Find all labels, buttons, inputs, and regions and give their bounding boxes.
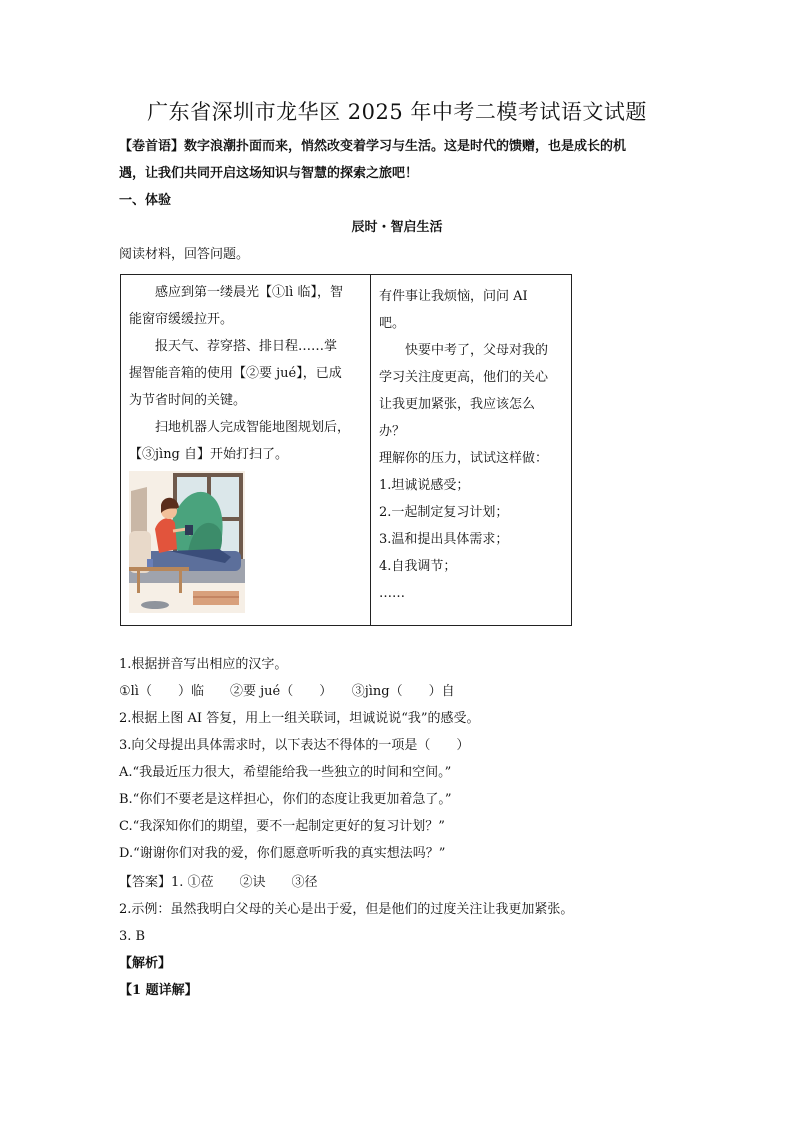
question-1-blanks: ①lì（ ）临 ②要 jué（ ） ③jìng（ ）自 [119, 684, 455, 699]
smart-home-illustration [129, 471, 245, 613]
right-line: 有件事让我烦恼，问问 AI [379, 289, 528, 304]
detail-heading: 【1 题详解】 [119, 983, 198, 998]
page-title: 广东省深圳市龙华区 2025 年中考二模考试语文试题 [147, 100, 647, 124]
right-line: 3.温和提出具体需求； [379, 532, 509, 547]
question-3: 3.向父母提出具体需求时，以下表达不得体的一项是（ ） [119, 738, 470, 753]
section-heading: 一、体验 [119, 193, 172, 208]
intro-line-1: 【卷首语】数字浪潮扑面而来，悄然改变着学习与生活。这是时代的馈赠，也是成长的机 [119, 139, 627, 154]
left-line: 感应到第一缕晨光【①lì 临】，智 [155, 285, 343, 300]
right-line: 办？ [379, 424, 406, 439]
material-table [120, 274, 572, 626]
right-line: 4.自我调节； [379, 559, 457, 574]
right-line: 理解你的压力，试试这样做： [379, 451, 549, 466]
answer-3: 3. B [119, 929, 146, 944]
left-line: 【③jìng 自】开始打扫了。 [129, 447, 289, 462]
analysis-heading: 【解析】 [119, 956, 172, 971]
right-line: 让我更加紧张，我应该怎么 [379, 397, 536, 412]
question-2: 2.根据上图 AI 答复，用上一组关联词，坦诚说说“我”的感受。 [119, 711, 480, 726]
left-line: 能窗帘缓缓拉开。 [129, 312, 234, 327]
subsection-title: 辰时・智启生活 [351, 220, 443, 235]
table-divider [370, 275, 371, 625]
left-line: 为节省时间的关键。 [129, 393, 247, 408]
right-line: 吧。 [379, 316, 406, 331]
right-line: 学习关注度更高，他们的关心 [379, 370, 549, 385]
left-line: 握智能音箱的使用【②要 jué】，已成 [129, 366, 342, 381]
answer-2: 2.示例：虽然我明白父母的关心是出于爱，但是他们的过度关注让我更加紧张。 [119, 902, 574, 917]
material-left-cell [129, 279, 365, 468]
intro-line-2: 遇，让我们共同开启这场知识与智慧的探索之旅吧！ [119, 166, 419, 181]
question-1: 1.根据拼音写出相应的汉字。 [119, 657, 288, 672]
left-line: 扫地机器人完成智能地图规划后， [155, 420, 351, 435]
option-b: B.“你们不要老是这样担心，你们的态度让我更加着急了。” [119, 792, 452, 807]
option-c: C.“我深知你们的期望，要不一起制定更好的复习计划？” [119, 819, 445, 834]
option-d: D.“谢谢你们对我的爱，你们愿意听听我的真实想法吗？” [119, 846, 446, 861]
material-right-cell [379, 283, 565, 607]
right-line: 2.一起制定复习计划； [379, 505, 509, 520]
right-line: …… [379, 586, 405, 601]
instruction: 阅读材料，回答问题。 [119, 247, 250, 262]
right-line: 快要中考了，父母对我的 [405, 343, 549, 358]
option-a: A.“我最近压力很大，希望能给我一些独立的时间和空间。” [119, 765, 452, 780]
answer-line: 【答案】1. ①莅 ②诀 ③径 [119, 875, 318, 890]
left-line: 报天气、荐穿搭、排日程……掌 [155, 339, 338, 354]
right-line: 1.坦诚说感受； [379, 478, 470, 493]
